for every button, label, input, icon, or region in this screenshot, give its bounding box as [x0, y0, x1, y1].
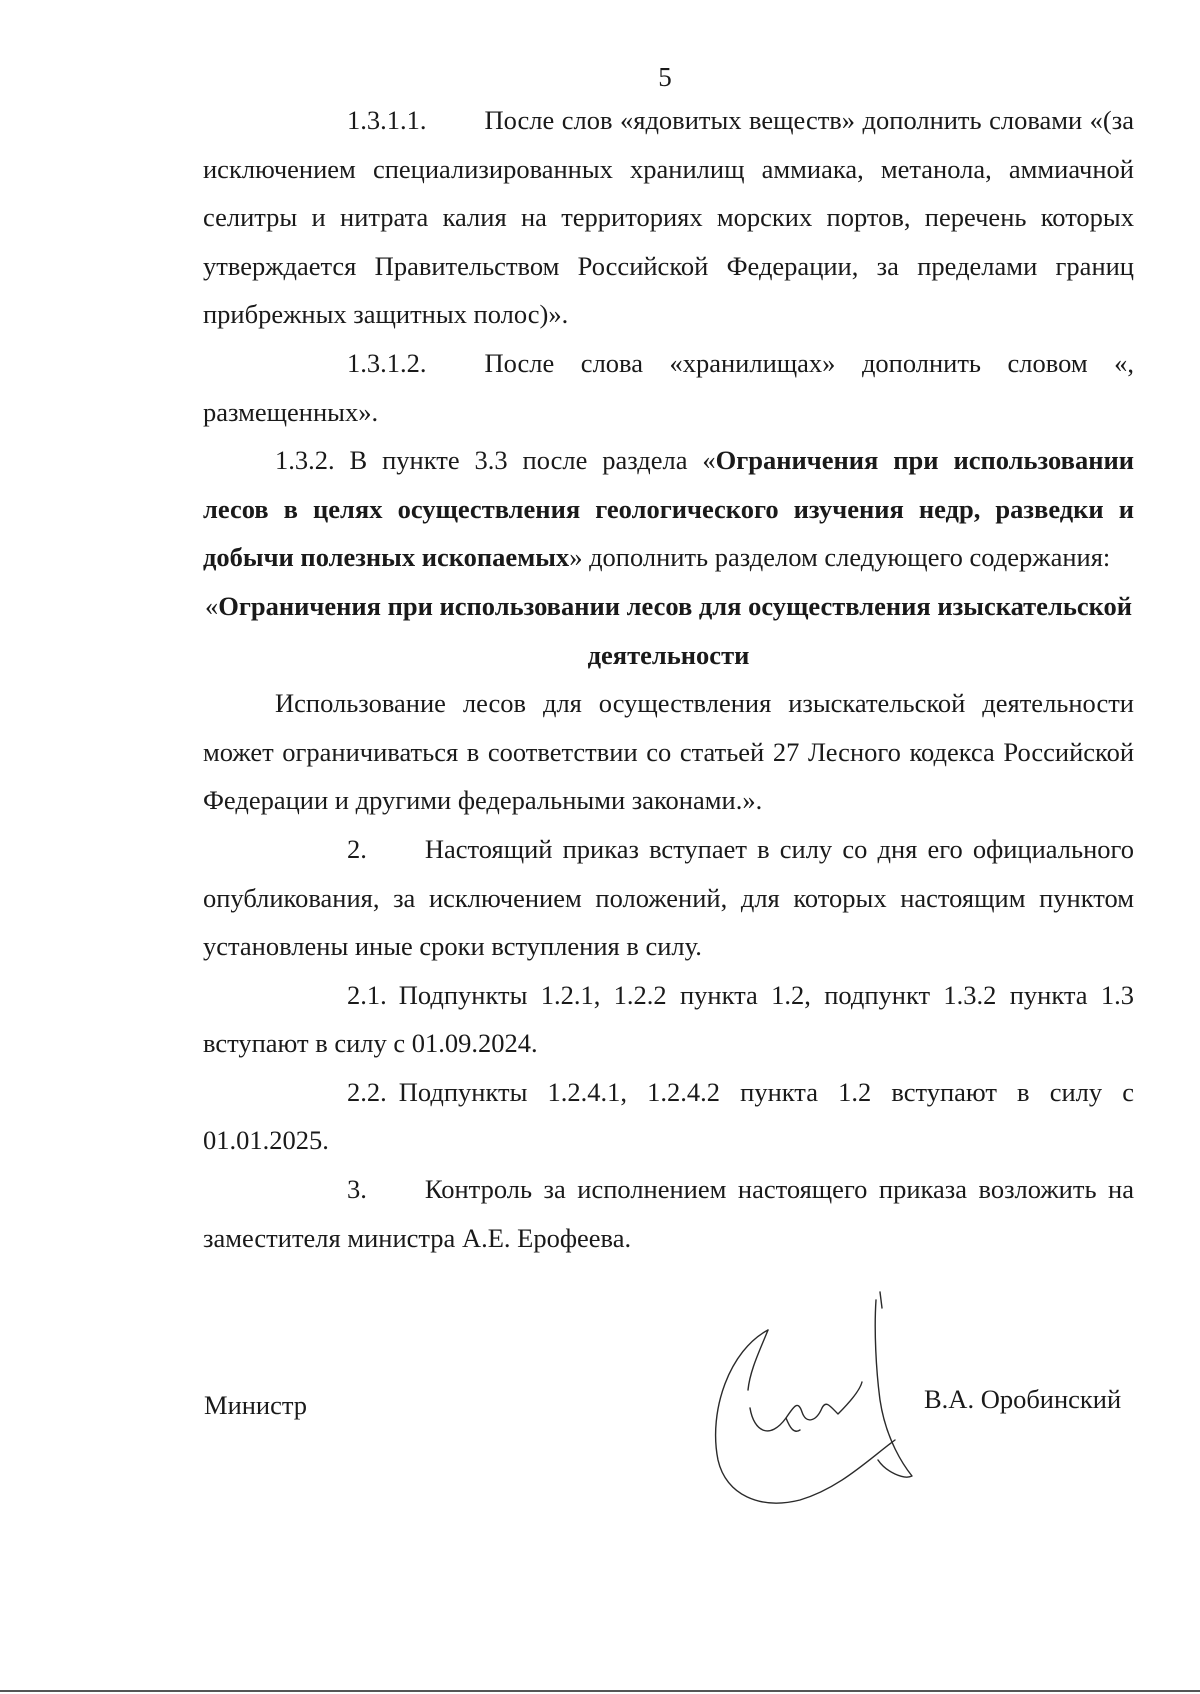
heading-text: Ограничения при использовании лесов для осуществления изыскательской деятельности: [218, 590, 1133, 670]
signature-block: [0, 1290, 1200, 1520]
paragraph-number: 3.: [347, 1174, 367, 1205]
paragraph-text: Настоящий приказ вступает в силу со дня его официального опубликования, за исключением положений, для которых настоящим пунктом установлены иные сроки вступления в силу.: [203, 833, 1134, 962]
section-heading: [203, 582, 1134, 679]
paragraph-1-3-1-2: [203, 339, 1134, 436]
paragraph-text-suffix: » дополнить разделом следующего содержания:: [569, 542, 1111, 573]
paragraph-1-3-2: [203, 436, 1134, 582]
page-number: 5: [658, 62, 672, 92]
signatory-role: Министр: [204, 1390, 308, 1420]
paragraph-text-bold: Ограничения при использовании лесов в целях осуществления геологического изучения недр, разведки и добычи полезных ископаемых: [203, 445, 1135, 573]
paragraph-2-1: [203, 971, 1134, 1068]
paragraph-text-prefix: 1.3.2. В пункте 3.3 после раздела «: [275, 445, 716, 476]
paragraph-text: Подпункты 1.2.1, 1.2.2 пункта 1.2, подпункт 1.3.2 пункта 1.3 вступают в силу с 01.09.2024.: [203, 979, 1134, 1059]
document-body: [203, 96, 1134, 1262]
paragraph-number: 1.3.1.1.: [347, 105, 427, 135]
paragraph-number: 2.1.: [347, 979, 387, 1010]
signatory-name: В.А. Оробинский: [924, 1384, 1122, 1414]
paragraph-1-3-1-1: [203, 96, 1134, 339]
heading-open-quote: «: [204, 590, 219, 621]
paragraph-number: 1.3.1.2.: [347, 347, 427, 378]
paragraph-number: 2.2.: [347, 1076, 387, 1107]
paragraph-3: [203, 1165, 1134, 1262]
paragraph-2: [203, 825, 1134, 971]
paragraph-section-body: [203, 679, 1134, 825]
paragraph-text: Подпункты 1.2.4.1, 1.2.4.2 пункта 1.2 вступают в силу с 01.01.2025.: [203, 1076, 1134, 1156]
bottom-divider: [0, 1690, 1200, 1692]
paragraph-number: 2.: [347, 833, 367, 864]
paragraph-text: После слов «ядовитых веществ» дополнить словами «(за исключением специализированных хранилищ аммиака, метанола, аммиачной селитры и нитрата калия на территориях морских портов, перечень которых утверждается Правительством Российской Федерации, за пределами границ прибрежных защитных полос)».: [203, 105, 1134, 330]
paragraph-text: Контроль за исполнением настоящего приказа возложить на заместителя министра А.Е. Ерофеева.: [203, 1174, 1134, 1253]
paragraph-text: После слова «хранилищах» дополнить словом «, размещенных».: [203, 347, 1134, 427]
paragraph-2-2: [203, 1068, 1134, 1165]
handwritten-signature-icon: [690, 1290, 930, 1520]
paragraph-text: Использование лесов для осуществления изыскательской деятельности может ограничиваться в соответствии со статьей 27 Лесного кодекса Российской Федерации и другими федеральными законами.».: [203, 688, 1134, 816]
